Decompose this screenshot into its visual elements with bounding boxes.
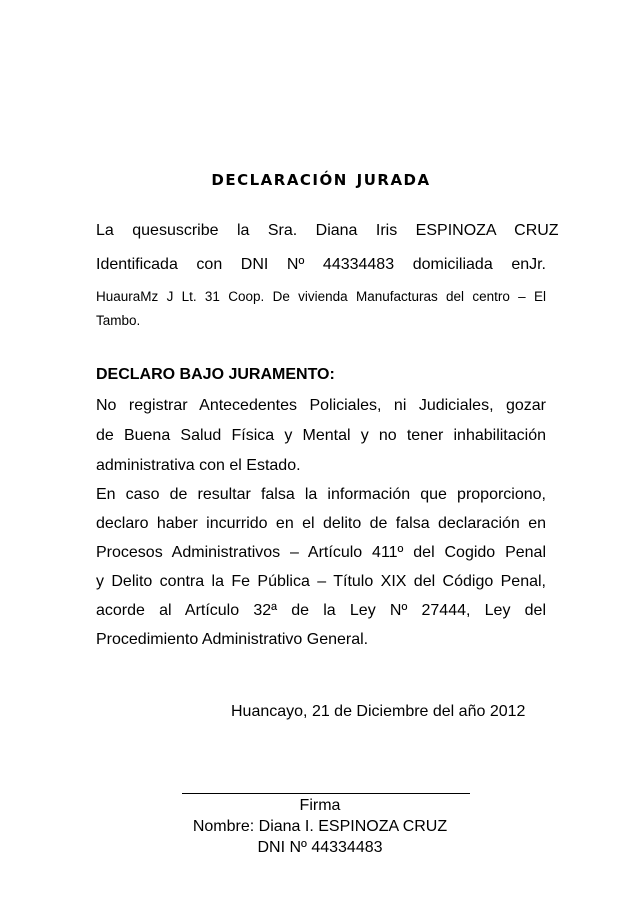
body-line-7: y Delito contra la Fe Pública – Título XIX del Código Penal,	[96, 573, 546, 590]
signature-line	[182, 793, 470, 794]
intro-line-4: Tambo.	[96, 313, 141, 328]
body-line-2: de Buena Salud Física y Mental y no tener inhabilitación	[96, 427, 546, 444]
signer-name: Nombre: Diana I. ESPINOZA CRUZ	[192, 818, 448, 835]
place-date: Huancayo, 21 de Diciembre del año 2012	[231, 703, 526, 720]
declaration-heading: DECLARO BAJO JURAMENTO:	[96, 366, 335, 383]
signature-label: Firma	[299, 797, 341, 814]
body-line-4: En caso de resultar falsa la información que proporciono,	[96, 486, 546, 503]
document-title: declaración jurada	[211, 166, 431, 190]
body-line-8: acorde al Artículo 32ª de la Ley Nº 27444, Ley del	[96, 602, 546, 619]
intro-line-2: Identificada con DNI Nº 44334483 domiciliada enJr.	[96, 256, 546, 273]
body-line-5: declaro haber incurrido en el delito de falsa declaración en	[96, 515, 546, 532]
signer-dni: DNI Nº 44334483	[257, 839, 383, 856]
body-line-6: Procesos Administrativos – Artículo 411º del Cogido Penal	[96, 544, 546, 561]
intro-line-1: La quesuscribe la Sra. Diana Iris ESPINOZA CRUZ	[96, 222, 559, 239]
intro-line-3: HuauraMz J Lt. 31 Coop. De vivienda Manufacturas del centro – El	[96, 289, 546, 304]
body-line-1: No registrar Antecedentes Policiales, ni Judiciales, gozar	[96, 397, 546, 414]
body-line-3: administrativa con el Estado.	[96, 457, 301, 474]
body-line-9: Procedimiento Administrativo General.	[96, 631, 369, 648]
